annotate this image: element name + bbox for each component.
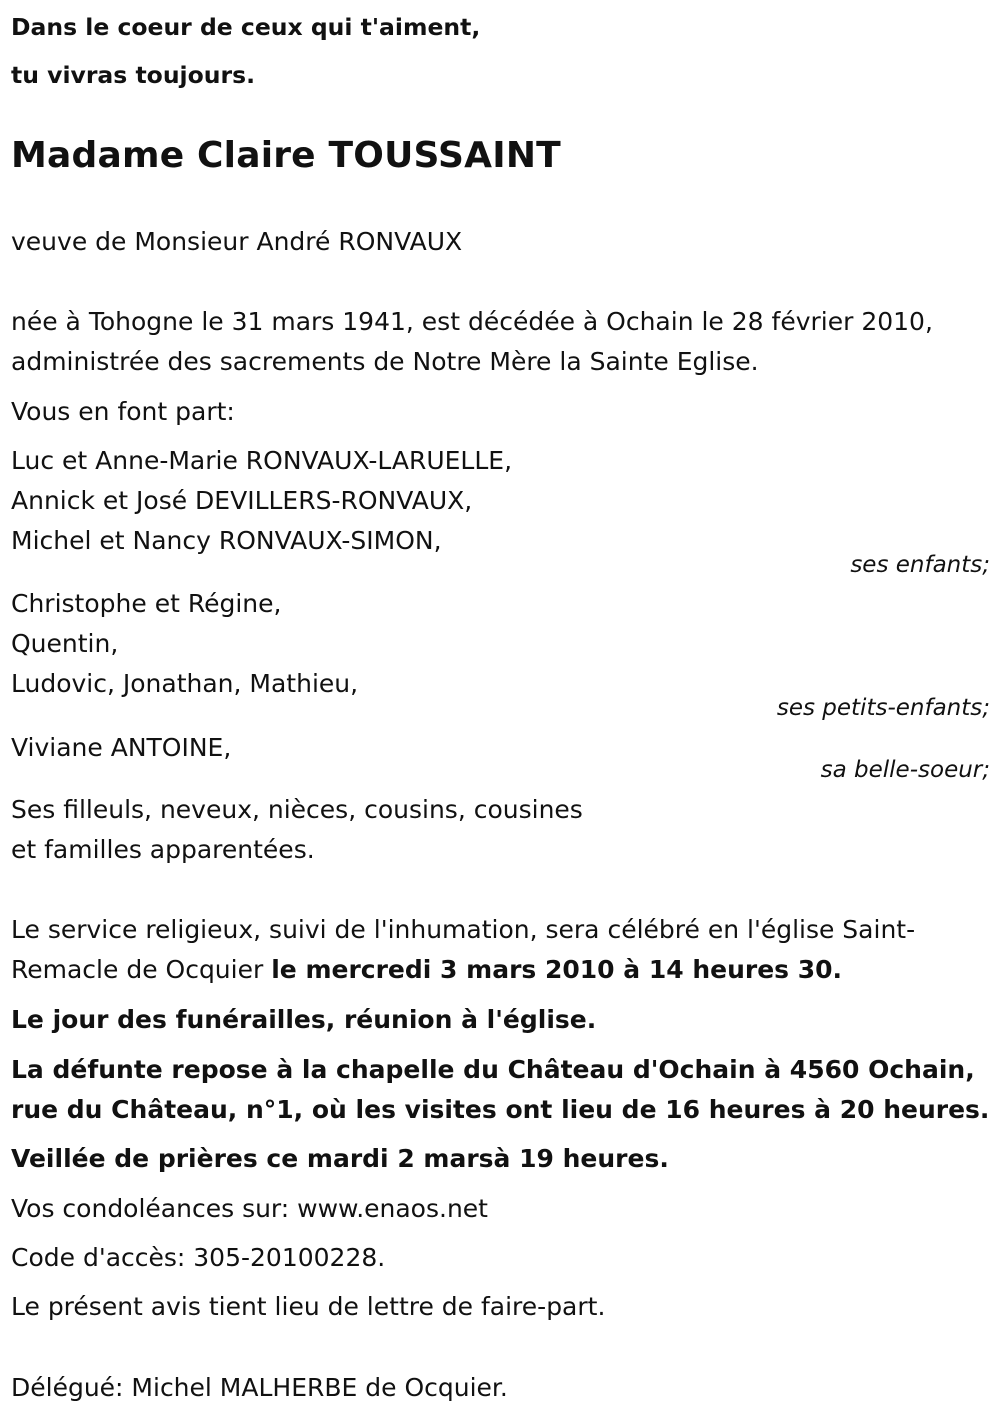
service-line-2 [11,953,842,987]
rest-line-2: rue du Château, n°1, où les visites ont lieu de 16 heures à 20 heures. [11,1095,990,1124]
deceased-name: Madame Claire TOUSSAINT [11,135,561,176]
child-3: Michel et Nancy RONVAUX-SIMON, [11,526,442,555]
birth-death-line-1: née à Tohogne le 31 mars 1941, est décédée à Ochain le 28 février 2010, [11,307,933,336]
grandchildren-role: ses petits-enfants; [776,695,990,721]
notice-text: Le présent avis tient lieu de lettre de faire-part. [11,1292,606,1321]
children-role: ses enfants; [850,552,990,578]
epitaph-line-2: tu vivras toujours. [11,61,255,89]
relatives-line-2: et familles apparentées. [11,835,315,864]
sister-in-law-name: Viviane ANTOINE, [11,733,232,762]
rest-line-1: La défunte repose à la chapelle du Château d'Ochain à 4560 Ochain, [11,1055,975,1084]
epitaph-line-1: Dans le coeur de ceux qui t'aiment, [11,13,481,41]
condolences-info: Vos condoléances sur: www.enaos.net [11,1194,488,1223]
grandchild-3: Ludovic, Jonathan, Mathieu, [11,669,359,698]
widow-of: veuve de Monsieur André RONVAUX [11,227,463,256]
child-2: Annick et José DEVILLERS-RONVAUX, [11,486,473,515]
grandchild-2: Quentin, [11,629,119,658]
sister-in-law-role: sa belle-soeur; [820,757,990,783]
meeting-info: Le jour des funérailles, réunion à l'église. [11,1005,597,1034]
vigil-info: Veillée de prières ce mardi 2 marsà 19 heures. [11,1144,669,1173]
grandchild-1: Christophe et Régine, [11,589,282,618]
birth-death-line-2: administrée des sacrements de Notre Mère la Sainte Eglise. [11,347,759,376]
delegate-info: Délégué: Michel MALHERBE de Ocquier. [11,1373,508,1402]
announce-intro: Vous en font part: [11,397,235,426]
access-code: Code d'accès: 305-20100228. [11,1243,386,1272]
service-line-1: Le service religieux, suivi de l'inhumation, sera célébré en l'église Saint- [11,915,916,944]
service-place: Remacle de Ocquier [11,955,272,984]
service-date: le mercredi 3 mars 2010 à 14 heures 30. [271,955,843,984]
child-1: Luc et Anne-Marie RONVAUX-LARUELLE, [11,446,513,475]
relatives-line-1: Ses filleuls, neveux, nièces, cousins, cousines [11,795,583,824]
